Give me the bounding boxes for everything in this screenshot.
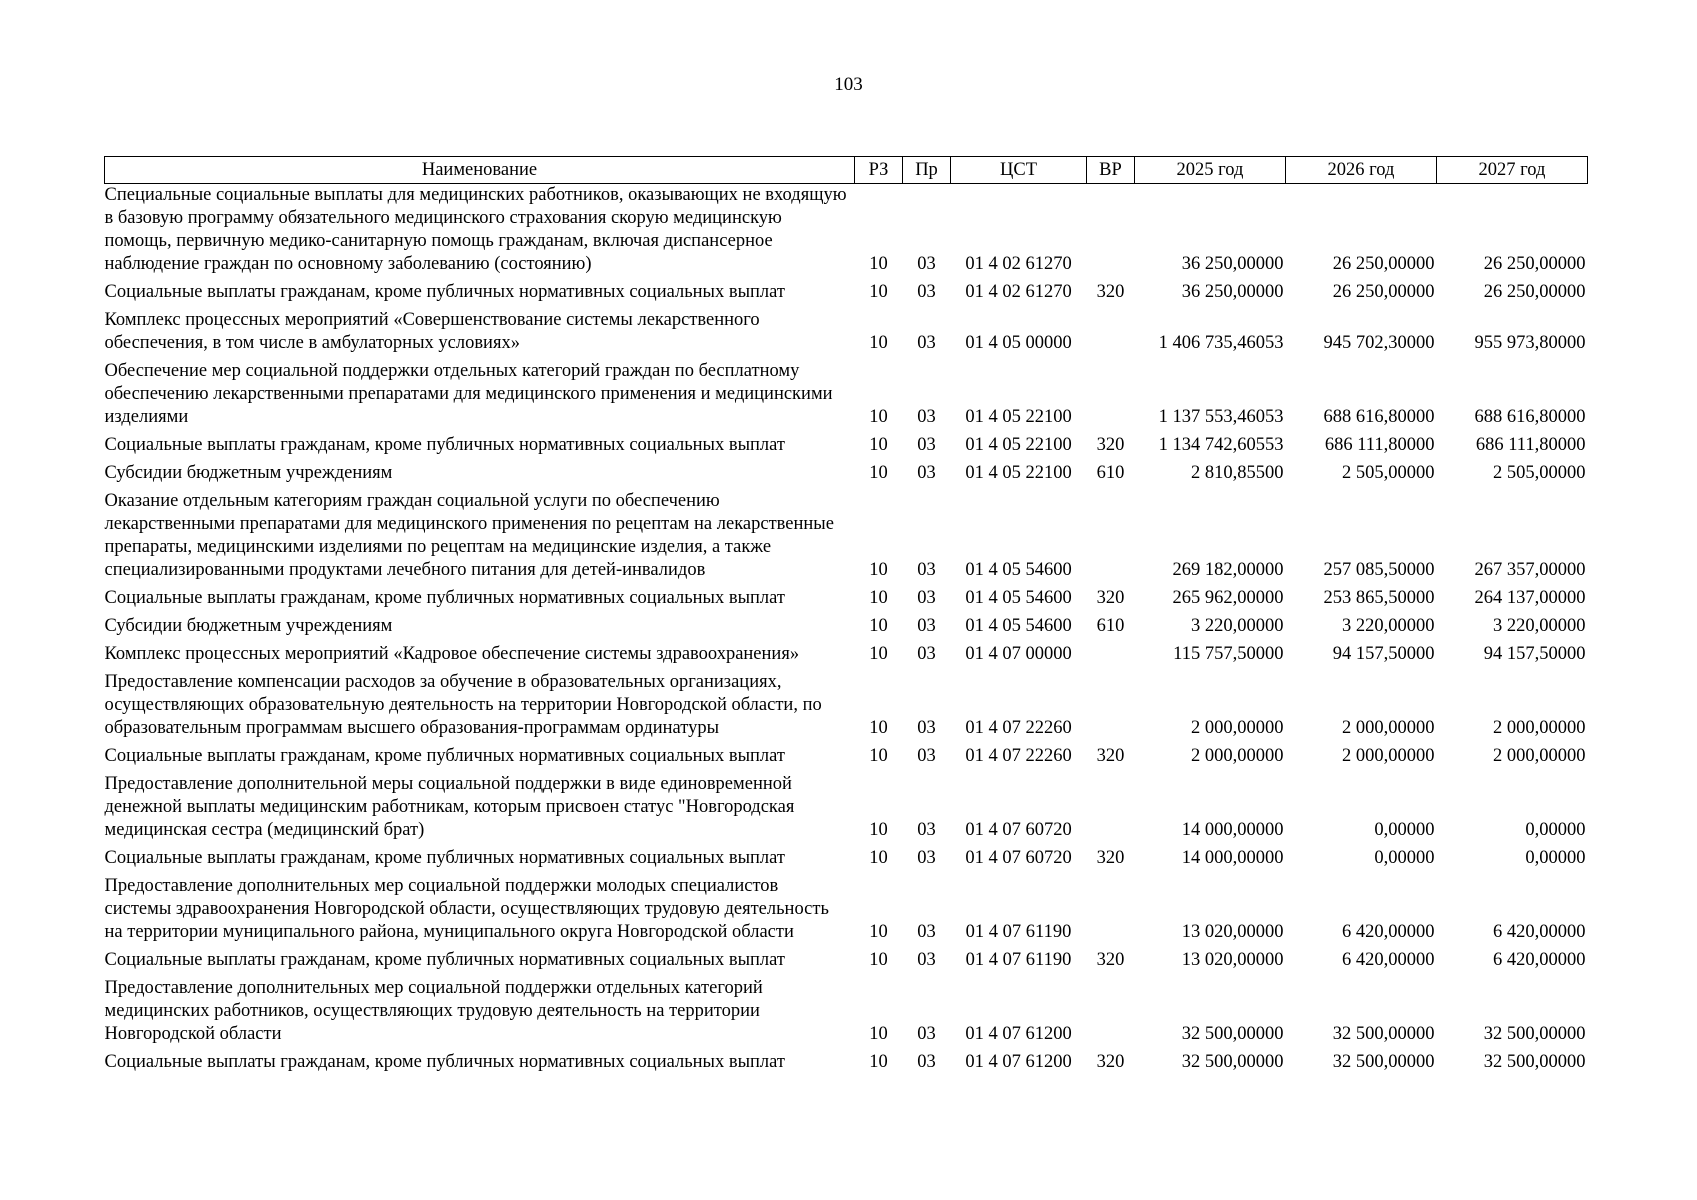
- table-row: [105, 875, 1588, 949]
- row-cst: 01 4 05 54600: [965, 616, 1072, 636]
- row-value-2026: 257 085,50000: [1323, 560, 1435, 580]
- row-cst: 01 4 05 22100: [965, 407, 1072, 427]
- row-pr: 03: [917, 333, 936, 353]
- row-vr: 320: [1096, 1052, 1125, 1072]
- row-cst: 01 4 05 54600: [965, 560, 1072, 580]
- row-cst: 01 4 07 22260: [965, 746, 1072, 766]
- row-name: Субсидии бюджетным учреждениям: [104, 463, 393, 483]
- header-2027: 2027 год: [1437, 157, 1588, 184]
- row-vr: 320: [1096, 588, 1125, 608]
- row-vr: [1087, 184, 1135, 282]
- table-row: [105, 977, 1588, 1051]
- row-value-2027: 2 000,00000: [1493, 746, 1586, 766]
- row-value-2026: 6 420,00000: [1342, 950, 1435, 970]
- row-name: Социальные выплаты гражданам, кроме публичных нормативных социальных выплат: [104, 282, 785, 302]
- row-vr: [1087, 875, 1135, 949]
- row-vr: 320: [1096, 746, 1125, 766]
- table-body: [105, 184, 1588, 1080]
- row-value-2026: 686 111,80000: [1324, 435, 1435, 455]
- row-vr: [1087, 309, 1135, 360]
- header-vr: ВР: [1087, 157, 1135, 184]
- table-row: [105, 745, 1588, 773]
- row-value-2026: 32 500,00000: [1332, 1052, 1435, 1072]
- row-value-2026: 94 157,50000: [1332, 644, 1435, 664]
- row-rz: 10: [869, 1024, 888, 1044]
- row-pr: 03: [917, 407, 936, 427]
- row-value-2025: 36 250,00000: [1181, 254, 1284, 274]
- row-value-2025: 2 000,00000: [1191, 718, 1284, 738]
- row-value-2027: 32 500,00000: [1483, 1024, 1586, 1044]
- row-rz: 10: [869, 282, 888, 302]
- row-value-2027: 2 000,00000: [1493, 718, 1586, 738]
- row-pr: 03: [917, 435, 936, 455]
- row-name: Оказание отдельным категориям граждан социальной услуги по обеспечению лекарственными препаратами для медицинского применения по рецептам на лекарственные препараты, медицинскими изделиями по рецептам на медицинские изделия, а также специализированными продуктами лечебного питания для детей-инвалидов: [104, 491, 834, 580]
- row-value-2025: 13 020,00000: [1181, 922, 1284, 942]
- row-value-2025: 14 000,00000: [1181, 820, 1284, 840]
- row-name: Специальные социальные выплаты для медицинских работников, оказывающих не входящую в базовую программу обязательного медицинского страхования скорую медицинскую помощь, первичную медико-санитарную помощь гражданам, включая диспансерное наблюдение граждан по основному заболеванию (состоянию): [104, 185, 847, 274]
- row-pr: 03: [917, 588, 936, 608]
- row-value-2026: 688 616,80000: [1323, 407, 1435, 427]
- row-value-2025: 3 220,00000: [1191, 616, 1284, 636]
- row-value-2027: 688 616,80000: [1474, 407, 1586, 427]
- row-vr: [1087, 643, 1135, 671]
- row-rz: 10: [869, 254, 888, 274]
- row-value-2025: 269 182,00000: [1172, 560, 1284, 580]
- header-2025: 2025 год: [1135, 157, 1286, 184]
- row-pr: 03: [917, 282, 936, 302]
- row-value-2027: 6 420,00000: [1493, 950, 1586, 970]
- row-rz: 10: [869, 1052, 888, 1072]
- row-value-2025: 1 406 735,46053: [1158, 333, 1284, 353]
- row-pr: 03: [917, 254, 936, 274]
- row-vr: [1087, 360, 1135, 434]
- row-value-2025: 32 500,00000: [1181, 1024, 1284, 1044]
- row-cst: 01 4 02 61270: [965, 282, 1072, 302]
- row-name: Предоставление дополнительных мер социальной поддержки отдельных категорий медицинских работников, осуществляющих трудовую деятельность на территории Новгородской области: [104, 978, 763, 1044]
- row-cst: 01 4 07 60720: [965, 820, 1072, 840]
- row-value-2025: 32 500,00000: [1181, 1052, 1284, 1072]
- row-rz: 10: [869, 435, 888, 455]
- row-cst: 01 4 07 22260: [965, 718, 1072, 738]
- row-cst: 01 4 05 22100: [965, 463, 1072, 483]
- header-name: Наименование: [105, 157, 855, 184]
- row-value-2025: 1 137 553,46053: [1158, 407, 1284, 427]
- row-value-2025: 2 000,00000: [1191, 746, 1284, 766]
- row-vr: 320: [1096, 282, 1125, 302]
- header-pr: Пр: [903, 157, 951, 184]
- row-value-2027: 686 111,80000: [1475, 435, 1586, 455]
- table-row: [105, 462, 1588, 490]
- table-row: [105, 643, 1588, 671]
- row-value-2026: 945 702,30000: [1323, 333, 1435, 353]
- row-name: Социальные выплаты гражданам, кроме публичных нормативных социальных выплат: [104, 848, 785, 868]
- table-row: [105, 281, 1588, 309]
- row-value-2026: 26 250,00000: [1332, 254, 1435, 274]
- row-vr: 320: [1096, 950, 1125, 970]
- row-name: Социальные выплаты гражданам, кроме публичных нормативных социальных выплат: [104, 1052, 785, 1072]
- row-vr: [1087, 671, 1135, 745]
- row-vr: [1087, 977, 1135, 1051]
- row-value-2026: 2 000,00000: [1342, 746, 1435, 766]
- row-value-2027: 26 250,00000: [1483, 254, 1586, 274]
- row-value-2026: 2 000,00000: [1342, 718, 1435, 738]
- row-cst: 01 4 02 61270: [965, 254, 1072, 274]
- row-rz: 10: [869, 560, 888, 580]
- row-rz: 10: [869, 333, 888, 353]
- table-row: [105, 671, 1588, 745]
- table-row: [105, 847, 1588, 875]
- row-vr: 610: [1096, 463, 1125, 483]
- table-row: [105, 1051, 1588, 1079]
- row-value-2027: 6 420,00000: [1493, 922, 1586, 942]
- table-row: [105, 184, 1588, 282]
- row-rz: 10: [869, 950, 888, 970]
- row-value-2025: 14 000,00000: [1181, 848, 1284, 868]
- row-name: Предоставление дополнительных мер социальной поддержки молодых специалистов системы здравоохранения Новгородской области, осуществляющих трудовую деятельность на территории муниципального района, муниципального округа Новгородской области: [104, 876, 829, 942]
- row-value-2025: 1 134 742,60553: [1158, 435, 1284, 455]
- row-value-2026: 0,00000: [1374, 848, 1435, 868]
- row-value-2027: 264 137,00000: [1474, 588, 1586, 608]
- table-row: [105, 773, 1588, 847]
- row-value-2026: 0,00000: [1374, 820, 1435, 840]
- row-value-2025: 36 250,00000: [1181, 282, 1284, 302]
- row-pr: 03: [917, 1052, 936, 1072]
- row-rz: 10: [869, 922, 888, 942]
- row-value-2027: 955 973,80000: [1474, 333, 1586, 353]
- row-value-2026: 2 505,00000: [1342, 463, 1435, 483]
- row-value-2025: 265 962,00000: [1172, 588, 1284, 608]
- row-value-2027: 32 500,00000: [1483, 1052, 1586, 1072]
- header-2026: 2026 год: [1286, 157, 1437, 184]
- row-name: Обеспечение мер социальной поддержки отдельных категорий граждан по бесплатному обеспечению лекарственными препаратами для медицинского применения и медицинскими изделиями: [104, 361, 833, 427]
- row-pr: 03: [917, 463, 936, 483]
- row-value-2026: 26 250,00000: [1332, 282, 1435, 302]
- row-value-2027: 2 505,00000: [1493, 463, 1586, 483]
- row-value-2027: 26 250,00000: [1483, 282, 1586, 302]
- row-rz: 10: [869, 588, 888, 608]
- row-cst: 01 4 07 61190: [965, 950, 1072, 970]
- row-pr: 03: [917, 746, 936, 766]
- row-cst: 01 4 05 22100: [965, 435, 1072, 455]
- row-name: Комплекс процессных мероприятий «Кадровое обеспечение системы здравоохранения»: [104, 644, 800, 664]
- row-value-2026: 32 500,00000: [1332, 1024, 1435, 1044]
- table-row: [105, 360, 1588, 434]
- row-vr: [1087, 773, 1135, 847]
- row-value-2026: 6 420,00000: [1342, 922, 1435, 942]
- row-rz: 10: [869, 848, 888, 868]
- row-value-2025: 115 757,50000: [1173, 644, 1284, 664]
- row-cst: 01 4 07 61200: [965, 1052, 1072, 1072]
- row-pr: 03: [917, 922, 936, 942]
- row-value-2026: 3 220,00000: [1342, 616, 1435, 636]
- header-cst: ЦСТ: [951, 157, 1087, 184]
- row-rz: 10: [869, 407, 888, 427]
- row-rz: 10: [869, 463, 888, 483]
- row-name: Комплекс процессных мероприятий «Совершенствование системы лекарственного обеспечения, в том числе в амбулаторных условиях»: [104, 310, 760, 353]
- row-value-2026: 253 865,50000: [1323, 588, 1435, 608]
- row-rz: 10: [869, 746, 888, 766]
- header-rz: РЗ: [855, 157, 903, 184]
- row-cst: 01 4 05 00000: [965, 333, 1072, 353]
- row-vr: 320: [1096, 848, 1125, 868]
- row-pr: 03: [917, 950, 936, 970]
- row-name: Предоставление компенсации расходов за обучение в образовательных организациях, осуществляющих образовательную деятельность на территории Новгородской области, по образовательным программам высшего образования-программам ординатуры: [104, 672, 822, 738]
- row-cst: 01 4 07 60720: [965, 848, 1072, 868]
- row-cst: 01 4 07 61200: [965, 1024, 1072, 1044]
- row-pr: 03: [917, 1024, 936, 1044]
- row-pr: 03: [917, 616, 936, 636]
- table-row: [105, 615, 1588, 643]
- row-value-2027: 0,00000: [1525, 848, 1586, 868]
- row-value-2027: 3 220,00000: [1493, 616, 1586, 636]
- row-value-2027: 0,00000: [1525, 820, 1586, 840]
- row-value-2025: 13 020,00000: [1181, 950, 1284, 970]
- row-vr: 320: [1096, 435, 1125, 455]
- row-cst: 01 4 05 54600: [965, 588, 1072, 608]
- row-name: Социальные выплаты гражданам, кроме публичных нормативных социальных выплат: [104, 435, 785, 455]
- row-pr: 03: [917, 718, 936, 738]
- row-cst: 01 4 07 61190: [965, 922, 1072, 942]
- row-pr: 03: [917, 560, 936, 580]
- row-pr: 03: [917, 820, 936, 840]
- table-row: [105, 587, 1588, 615]
- table-header-row: [105, 157, 1588, 184]
- row-rz: 10: [869, 644, 888, 664]
- budget-table: [104, 156, 1588, 1079]
- row-cst: 01 4 07 00000: [965, 644, 1072, 664]
- row-name: Социальные выплаты гражданам, кроме публичных нормативных социальных выплат: [104, 746, 785, 766]
- row-value-2027: 94 157,50000: [1483, 644, 1586, 664]
- row-vr: [1087, 490, 1135, 587]
- row-rz: 10: [869, 718, 888, 738]
- table-row: [105, 434, 1588, 462]
- row-value-2025: 2 810,85500: [1191, 463, 1284, 483]
- table-row: [105, 309, 1588, 360]
- row-name: Социальные выплаты гражданам, кроме публичных нормативных социальных выплат: [104, 950, 785, 970]
- page-number: 103: [834, 74, 863, 95]
- table-row: [105, 490, 1588, 587]
- row-name: Предоставление дополнительной меры социальной поддержки в виде единовременной денежной выплаты медицинским работникам, которым присвоен статус "Новгородская медицинская сестра (медицинский брат): [104, 774, 795, 840]
- row-vr: 610: [1096, 616, 1125, 636]
- table-row: [105, 949, 1588, 977]
- row-name: Социальные выплаты гражданам, кроме публичных нормативных социальных выплат: [104, 588, 785, 608]
- row-value-2027: 267 357,00000: [1474, 560, 1586, 580]
- row-rz: 10: [869, 820, 888, 840]
- row-rz: 10: [869, 616, 888, 636]
- row-pr: 03: [917, 848, 936, 868]
- row-pr: 03: [917, 644, 936, 664]
- row-name: Субсидии бюджетным учреждениям: [104, 616, 393, 636]
